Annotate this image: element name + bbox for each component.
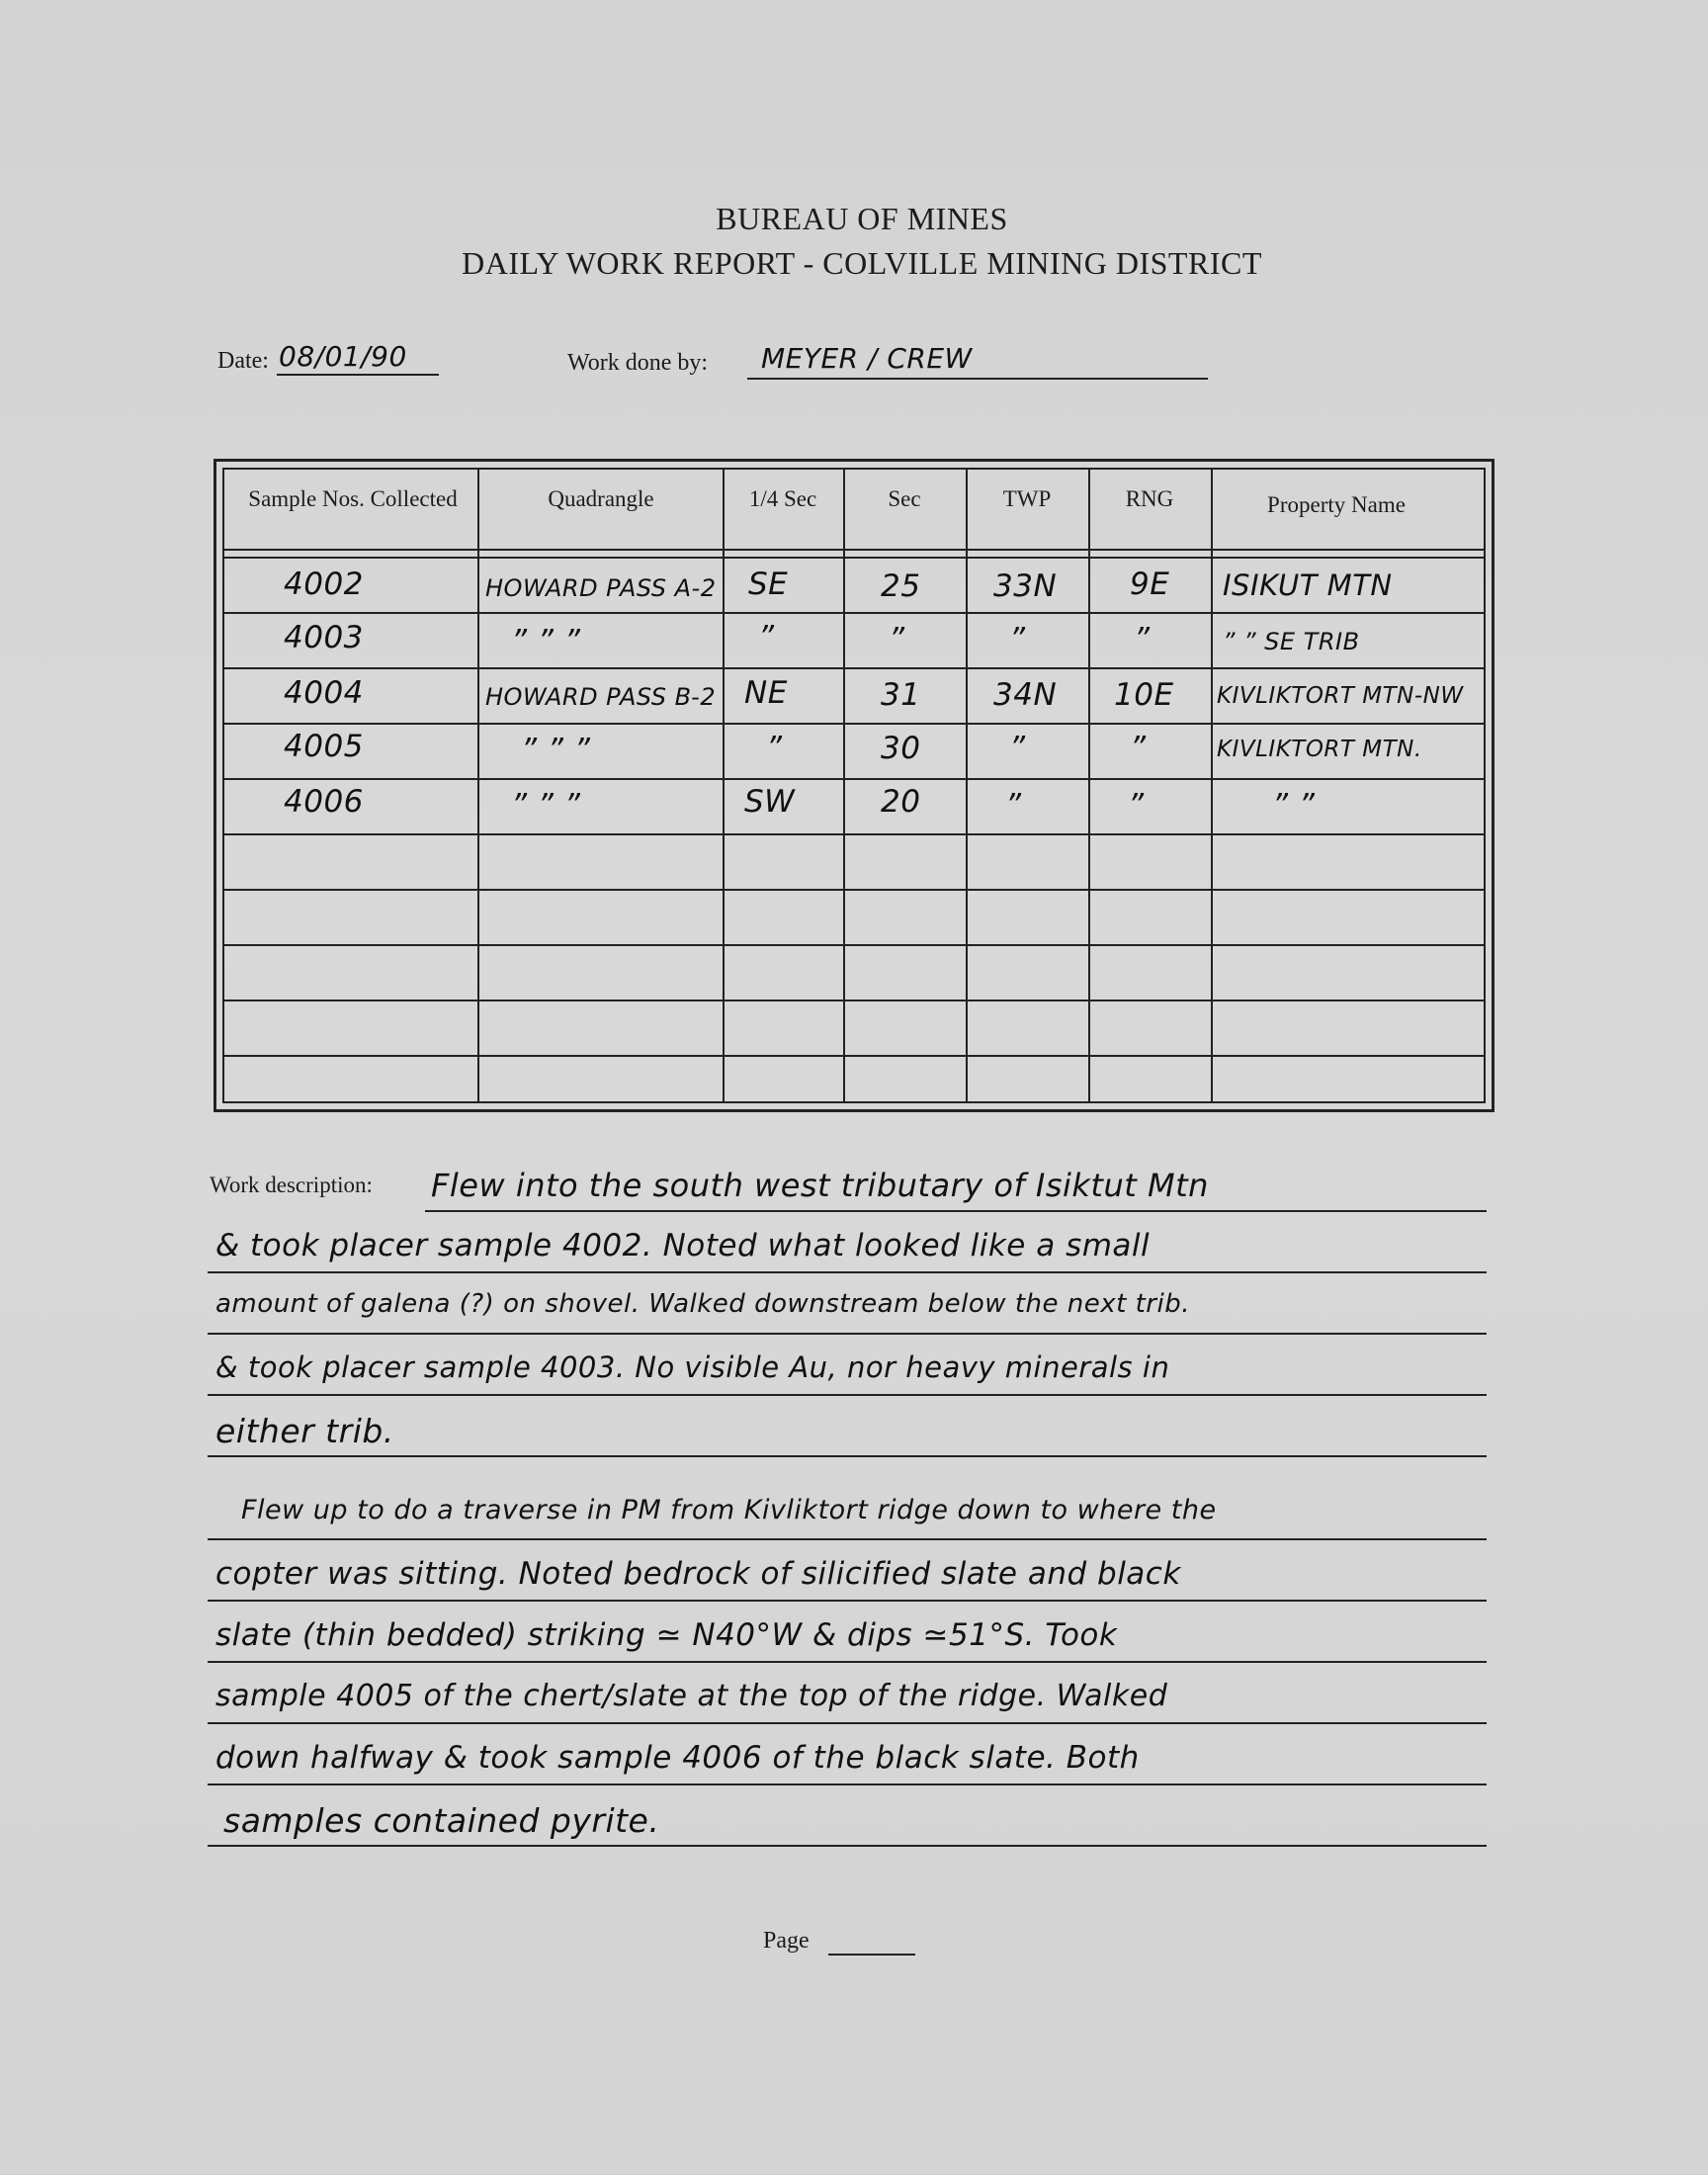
row-divider: [224, 612, 1484, 614]
cell-sec: ”: [889, 622, 905, 657]
col-header-twp: TWP: [1002, 486, 1052, 511]
cell-quarter-sec: ”: [758, 620, 775, 655]
cell-sample: 4006: [284, 784, 364, 820]
row-divider: [224, 889, 1484, 891]
cell-twp: 34N: [993, 677, 1058, 713]
description-line: either trib.: [215, 1412, 394, 1450]
cell-property: ” ”: [1272, 788, 1316, 824]
samples-table: [214, 459, 1494, 1112]
cell-quarter-sec: NE: [744, 675, 788, 711]
cell-rng: ”: [1128, 788, 1145, 824]
cell-quadrangle: ” ” ”: [511, 788, 581, 824]
col-header-property: Property Name: [1267, 492, 1406, 517]
description-line: & took placer sample 4002. Noted what looked like a small: [215, 1228, 1151, 1263]
description-rule: [208, 1538, 1487, 1540]
col-divider: [843, 470, 845, 1101]
cell-twp: ”: [1009, 731, 1026, 766]
cell-property: ” ” SE TRIB: [1223, 628, 1360, 655]
description-line: copter was sitting. Noted bedrock of silicified slate and black: [215, 1556, 1181, 1592]
date-underline: [277, 374, 439, 376]
description-line: sample 4005 of the chert/slate at the top of the ridge. Walked: [215, 1679, 1168, 1713]
row-divider: [224, 1000, 1484, 1001]
description-rule: [208, 1845, 1487, 1847]
cell-sec: 25: [881, 568, 921, 604]
description-rule: [208, 1722, 1487, 1724]
cell-quarter-sec: SE: [748, 566, 789, 602]
description-rule: [208, 1455, 1487, 1457]
col-header-sample: Sample Nos. Collected: [248, 486, 458, 511]
col-header-quadrangle: Quadrangle: [548, 486, 654, 511]
date-value: 08/01/90: [279, 340, 407, 373]
cell-property: ISIKUT MTN: [1223, 568, 1393, 602]
cell-property: KIVLIKTORT MTN-NW: [1217, 683, 1464, 709]
row-divider: [224, 667, 1484, 669]
description-rule: [425, 1210, 1487, 1212]
work-done-by-underline: [747, 378, 1208, 380]
description-line: amount of galena (?) on shovel. Walked downstream below the next trib.: [215, 1289, 1190, 1319]
description-rule: [208, 1600, 1487, 1602]
cell-sec: 30: [881, 731, 921, 766]
col-divider: [966, 470, 968, 1101]
cell-rng: ”: [1130, 731, 1147, 766]
cell-quarter-sec: SW: [744, 784, 796, 820]
work-description-label: Work description:: [210, 1173, 373, 1197]
row-divider: [224, 778, 1484, 780]
description-line: & took placer sample 4003. No visible Au, nor heavy minerals in: [215, 1350, 1170, 1384]
header-divider: [224, 549, 1484, 551]
col-divider: [477, 470, 479, 1101]
cell-property: KIVLIKTORT MTN.: [1217, 737, 1422, 762]
row-divider: [224, 944, 1484, 946]
date-label: Date:: [217, 348, 269, 374]
cell-rng: 10E: [1114, 677, 1174, 713]
col-header-sec: Sec: [888, 486, 921, 511]
cell-sec: 31: [881, 677, 921, 713]
description-line: samples contained pyrite.: [223, 1801, 660, 1840]
description-line: down halfway & took sample 4006 of the black slate. Both: [215, 1740, 1140, 1776]
cell-sample: 4004: [284, 675, 364, 711]
cell-sample: 4005: [284, 729, 364, 764]
description-rule: [208, 1661, 1487, 1663]
cell-rng: ”: [1134, 622, 1151, 657]
description-line: Flew into the south west tributary of Isiktut Mtn: [431, 1167, 1209, 1204]
cell-quadrangle: ” ” ”: [511, 624, 581, 659]
cell-twp: ”: [1005, 788, 1022, 824]
row-divider: [224, 723, 1484, 725]
page-number-blank: [828, 1954, 915, 1956]
cell-twp: 33N: [993, 568, 1058, 604]
header-divider: [224, 557, 1484, 559]
col-header-quarter-sec: 1/4 Sec: [748, 486, 817, 511]
work-done-by-label: Work done by:: [567, 350, 709, 376]
col-divider: [1211, 470, 1213, 1101]
description-rule: [208, 1271, 1487, 1273]
cell-rng: 9E: [1130, 566, 1170, 602]
cell-quadrangle: HOWARD PASS A-2: [485, 574, 717, 602]
report-agency-title: BUREAU OF MINES: [716, 201, 1008, 236]
cell-quadrangle: HOWARD PASS B-2: [485, 683, 717, 711]
page-number-label: Page: [763, 1928, 810, 1954]
row-divider: [224, 1055, 1484, 1057]
col-divider: [723, 470, 725, 1101]
col-divider: [1088, 470, 1090, 1101]
row-divider: [224, 833, 1484, 835]
col-header-rng: RNG: [1125, 486, 1174, 511]
description-line: slate (thin bedded) striking ≃ N40°W & dips ≃51°S. Took: [215, 1617, 1118, 1653]
description-rule: [208, 1784, 1487, 1785]
cell-quarter-sec: ”: [766, 731, 783, 766]
description-line: Flew up to do a traverse in PM from Kivliktort ridge down to where the: [241, 1495, 1217, 1525]
description-rule: [208, 1333, 1487, 1335]
cell-twp: ”: [1009, 622, 1026, 657]
cell-sec: 20: [881, 784, 921, 820]
cell-sample: 4002: [284, 566, 364, 602]
report-title: DAILY WORK REPORT - COLVILLE MINING DISTRICT: [462, 245, 1262, 281]
work-done-by-value: MEYER / CREW: [761, 342, 973, 375]
samples-table-grid: [222, 468, 1486, 1103]
description-rule: [208, 1394, 1487, 1396]
cell-quadrangle: ” ” ”: [521, 733, 591, 768]
cell-sample: 4003: [284, 620, 364, 655]
